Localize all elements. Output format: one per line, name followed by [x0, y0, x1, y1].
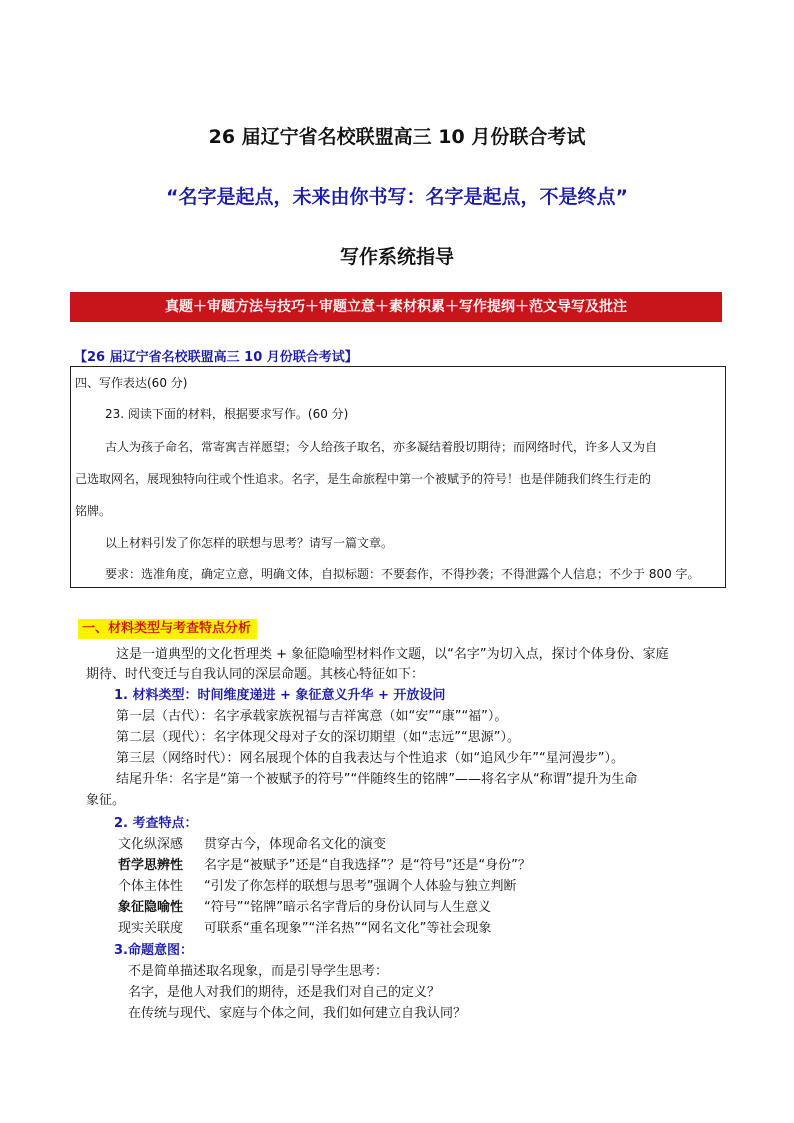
intent-line: 在传统与现代、家庭与个体之间，我们如何建立自我认同？ — [128, 1006, 467, 1021]
feature-text: 名字是“被赋予”还是“自我选择”？是“符号”还是“身份”？ — [204, 858, 531, 873]
feature-text: “引发了你怎样的联想与思考”强调个人体验与独立判断 — [204, 879, 517, 894]
question-requirements: 要求：选准角度，确定立意，明确文体，自拟标题：不要套作，不得抄袭；不得泄露个人信息；不少于 800 字。 — [105, 567, 700, 581]
topic-title: “名字是起点，未来由你书写：名字是起点，不是终点” — [166, 186, 628, 208]
material-type-heading: 1. 材料类型：时间维度递进 + 象征意义升华 + 开放设问 — [114, 688, 446, 703]
feature-label: 现实关联度 — [118, 921, 184, 936]
analysis-section-title: 一、材料类型与考查特点分析 — [78, 619, 257, 639]
layer-item: 第三层（网络时代）：网名展现个体的自我表达与个性追求（如“追风少年”“星河漫步”）。 — [116, 751, 624, 766]
question-box — [70, 366, 726, 588]
question-prompt: 以上材料引发了你怎样的联想与思考？请写一篇文章。 — [105, 536, 394, 550]
feature-item — [118, 899, 491, 917]
layer-item: 第二层（现代）：名字体现父母对子女的深切期望（如“志远”“思源”）。 — [116, 730, 520, 745]
exam-title: 26 届辽宁省名校联盟高三 10 月份联合考试 — [208, 126, 586, 148]
feature-item — [118, 878, 516, 896]
feature-item — [118, 920, 491, 938]
question-section: 四、写作表达(60 分) — [75, 376, 188, 390]
feature-label: 哲学思辨性 — [118, 858, 184, 873]
material-line: 己选取网名，展现独特向往或个性追求。名字，是生命旅程中第一个被赋予的符号！也是伴随我们终生行走的 — [75, 472, 652, 486]
guide-title: 写作系统指导 — [339, 246, 454, 268]
question-number: 23. 阅读下面的材料，根据要求写作。(60 分) — [105, 407, 349, 421]
feature-item — [118, 836, 386, 854]
feature-label: 象征隐喻性 — [118, 900, 184, 915]
intent-line: 不是简单描述取名现象，而是引导学生思考： — [128, 964, 389, 979]
feature-item — [118, 857, 531, 875]
feature-text: “符号”“铭牌”暗示名字背后的身份认同与人生意义 — [204, 900, 491, 915]
content-banner: 真题＋审题方法与技巧＋审题立意＋素材积累＋写作提纲＋范文导写及批注 — [70, 292, 722, 322]
features-heading: 2. 考查特点： — [114, 816, 198, 831]
feature-text: 贯穿古今，体现命名文化的演变 — [204, 837, 387, 852]
feature-label: 个体主体性 — [118, 879, 184, 894]
material-line: 铭牌。 — [75, 504, 112, 518]
intro-paragraph: 这是一道典型的文化哲理类 + 象征隐喻型材料作文题，以“名字”为切入点，探讨个体身份、家庭 — [116, 647, 669, 662]
feature-label: 文化纵深感 — [118, 837, 184, 852]
layer-item: 第一层（古代）：名字承载家族祝福与吉祥寓意（如“安”“康”“福”）。 — [116, 709, 508, 724]
intent-line: 名字，是他人对我们的期待，还是我们对自己的定义？ — [128, 985, 441, 1000]
intent-heading: 3.命题意图： — [114, 943, 193, 958]
conclusion-line: 象征。 — [86, 793, 126, 808]
conclusion-line: 结尾升华：名字是“第一个被赋予的符号”“伴随终生的铭牌”——将名字从“称谓”提升为生命 — [116, 772, 638, 787]
exam-source-tag: 【26 届辽宁省名校联盟高三 10 月份联合考试】 — [74, 350, 358, 365]
feature-text: 可联系“重名现象”“洋名热”“网名文化”等社会现象 — [204, 921, 492, 936]
intro-paragraph: 期待、时代变迁与自我认同的深层命题。其核心特征如下： — [86, 667, 425, 682]
material-line: 古人为孩子命名，常寄寓吉祥愿望；今人给孩子取名，亦多凝结着殷切期待；而网络时代，许多人又为自 — [105, 440, 658, 454]
